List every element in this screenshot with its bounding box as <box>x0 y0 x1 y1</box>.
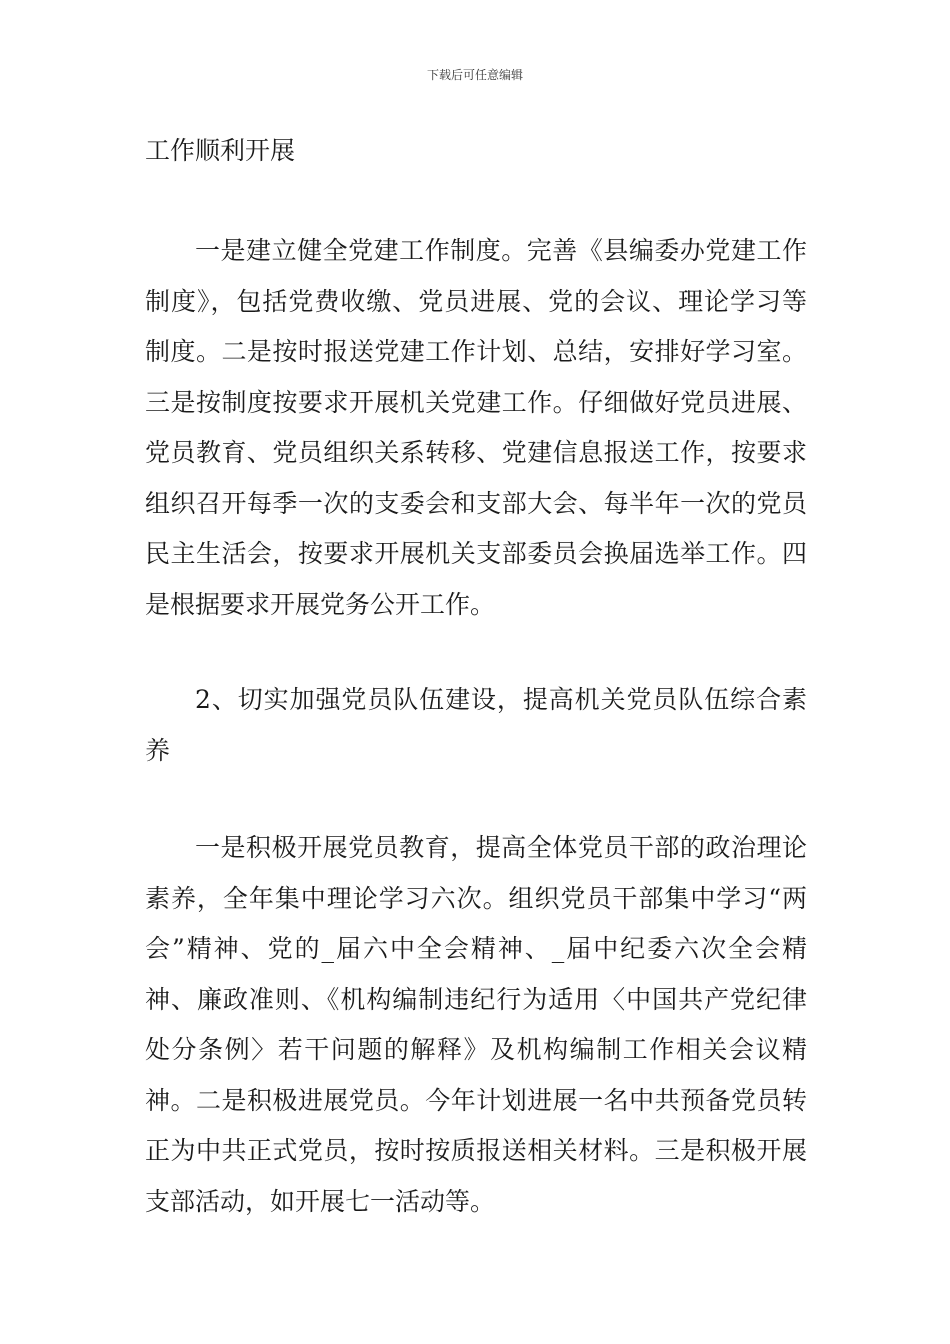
section-heading-2: 2、切实加强党员队伍建设，提高机关党员队伍综合素养 <box>145 685 807 765</box>
paragraph-1: 一是建立健全党建工作制度。完善《县编委办党建工作制度》，包括党费收缴、党员进展、党的会议、理论学习等制度。二是按时报送党建工作计划、总结，安排好学习室。三是按制度按要求开展机关党建工作。仔细做好党员进展、党员教育、党员组织关系转移、党建信息报送工作，按要求组织召开每季一次的支委会和支部大会、每半年一次的党员民主生活会，按要求开展机关支部委员会换届选举工作。四是根据要求开展党务公开工作。 <box>145 236 807 619</box>
lead-line: 工作顺利开展 <box>145 136 296 165</box>
header-note: 下载后可任意编辑 <box>426 68 523 82</box>
paragraph-2: 一是积极开展党员教育，提高全体党员干部的政治理论素养，全年集中理论学习六次。组织党员干部集中学习“两会”精神、党的_届六中全会精神、_届中纪委六次全会精神、廉政准则、《机构编制违纪行为适用〈中国共产党纪律处分条例〉若干问题的解释》及机构编制工作相关会议精神。二是积极进展党员。今年计划进展一名中共预备党员转正为中共正式党员，按时按质报送相关材料。三是积极开展支部活动，如开展七一活动等。 <box>145 833 807 1216</box>
